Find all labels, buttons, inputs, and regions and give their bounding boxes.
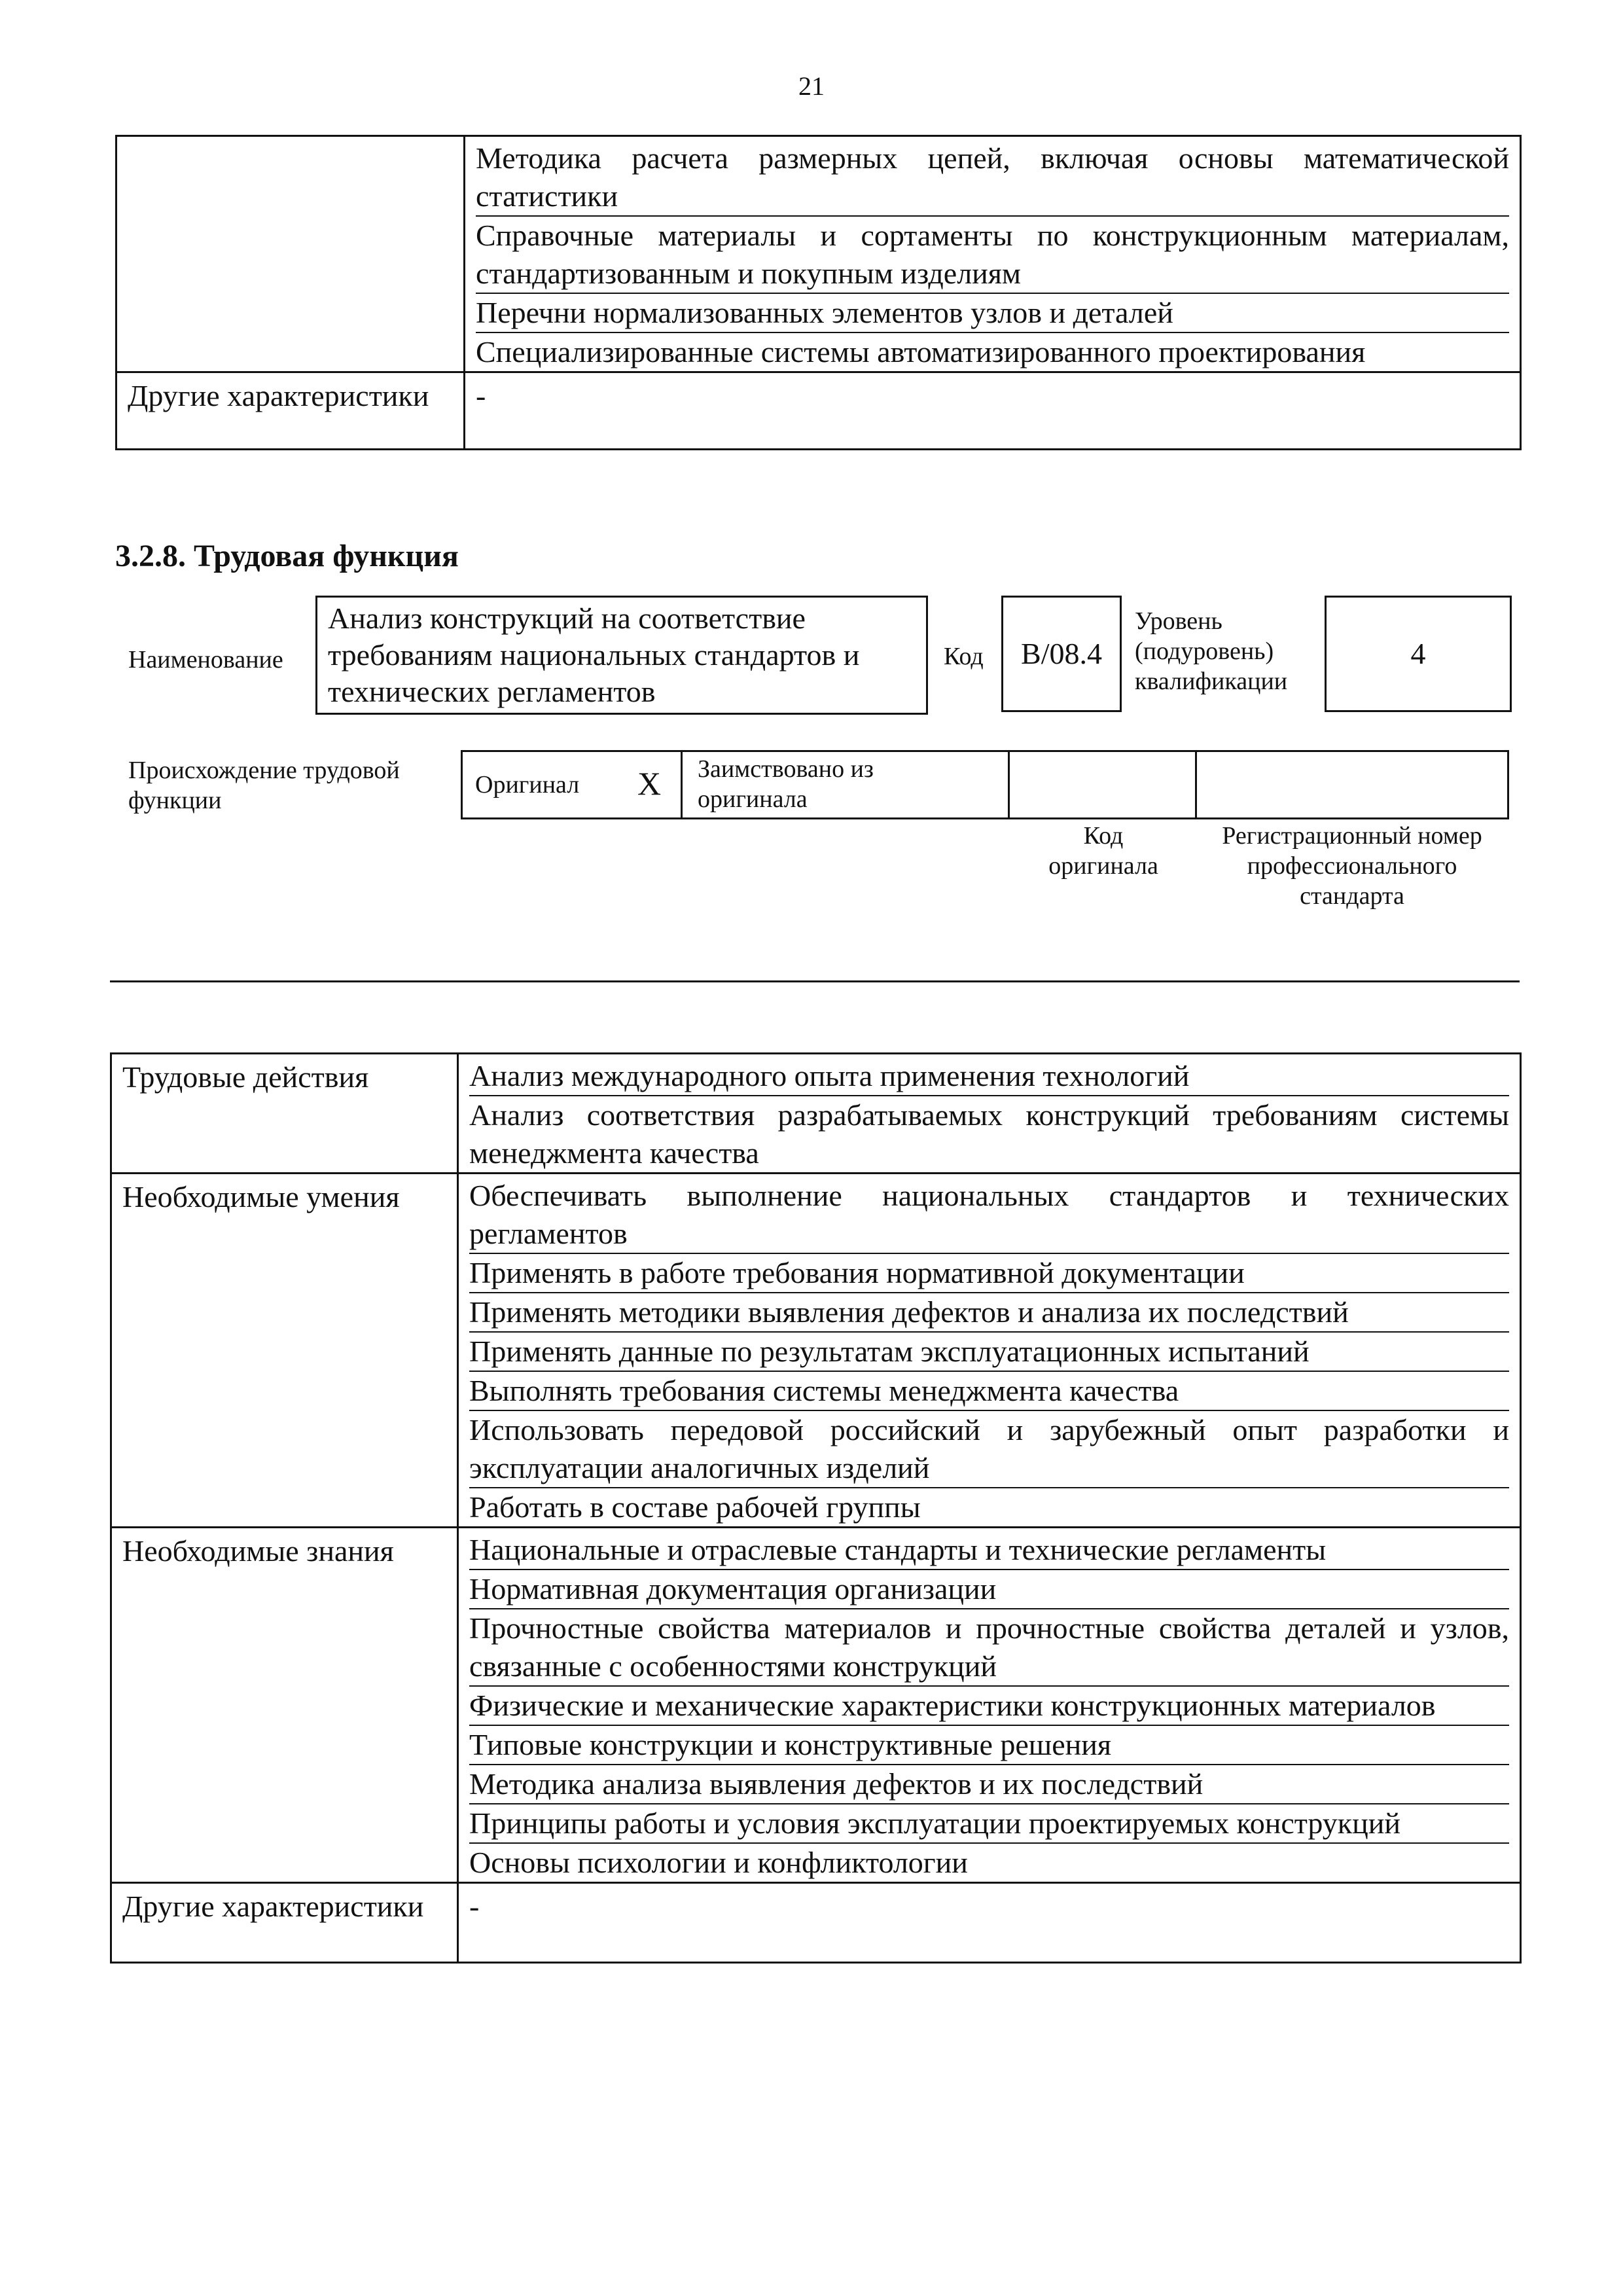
knowledge-row xyxy=(111,1528,1521,1883)
level-box xyxy=(1325,596,1512,712)
skills-row xyxy=(111,1174,1521,1528)
list-item: Физические и механические характеристики конструкционных материалов xyxy=(469,1687,1509,1726)
list-item: Использовать передовой российский и зарубежный опыт разработки и эксплуатации аналогичных изделий xyxy=(469,1411,1509,1488)
original-label: Оригинал xyxy=(475,771,580,798)
function-name: Анализ конструкций на соответствие требованиям национальных стандартов и технических регламентов xyxy=(328,601,860,708)
list-item: Применять методики выявления дефектов и анализа их последствий xyxy=(469,1293,1509,1333)
level-label: Уровень (подуровень) квалификации xyxy=(1135,607,1288,695)
list-item: Применять данные по результатам эксплуатационных испытаний xyxy=(469,1333,1509,1372)
other-value: - xyxy=(476,379,486,412)
origin-divider-2 xyxy=(1008,750,1010,819)
other-row xyxy=(116,372,1521,450)
other-label: Другие характеристики xyxy=(111,1883,458,1963)
list-item: Прочностные свойства материалов и прочностные свойства деталей и узлов, связанные с особенностями конструкций xyxy=(469,1609,1509,1687)
list-item: Выполнять требования системы менеджмента качества xyxy=(469,1372,1509,1411)
list-item: Применять в работе требования нормативной документации xyxy=(469,1254,1509,1293)
skills-label: Необходимые умения xyxy=(111,1174,458,1528)
knowledge-list xyxy=(458,1528,1521,1883)
list-item: Основы психологии и конфликтологии xyxy=(469,1846,968,1879)
list-item: Методика расчета размерных цепей, включая основы математической статистики xyxy=(476,139,1509,217)
list-item: Принципы работы и условия эксплуатации проектируемых конструкций xyxy=(469,1804,1509,1844)
other-label: Другие характеристики xyxy=(116,372,465,450)
code-value: B/08.4 xyxy=(1021,637,1102,670)
list-item: Специализированные системы автоматизированного проектирования xyxy=(476,335,1366,368)
origin-strip xyxy=(461,750,1509,819)
other-value: - xyxy=(469,1890,480,1923)
other-row xyxy=(111,1883,1521,1963)
code-box xyxy=(1001,596,1122,712)
level-value: 4 xyxy=(1410,637,1426,670)
actions-row xyxy=(111,1054,1521,1174)
list-item: Перечни нормализованных элементов узлов и деталей xyxy=(476,294,1509,333)
actions-list xyxy=(458,1054,1521,1174)
other-value-cell xyxy=(465,372,1521,450)
list-item: Анализ соответствия разрабатываемых конструкций требованиям системы менеджмента качества xyxy=(469,1098,1509,1170)
list-item: Нормативная документация организации xyxy=(469,1570,1509,1609)
knowledge-label: Необходимые знания xyxy=(111,1528,458,1883)
list-item: Справочные материалы и сортаменты по конструкционным материалам, стандартизованным и покупным изделиям xyxy=(476,217,1509,294)
code-original-caption: Код оригинала xyxy=(1048,822,1158,880)
name-label: Наименование xyxy=(128,646,283,673)
list-item: Обеспечивать выполнение национальных стандартов и технических регламентов xyxy=(469,1177,1509,1254)
main-table xyxy=(110,1052,1522,1964)
origin-divider-1 xyxy=(681,750,683,819)
list-item: Работать в составе рабочей группы xyxy=(469,1490,921,1524)
skills-list xyxy=(458,1174,1521,1528)
knowledge-row xyxy=(116,136,1521,372)
list-item: Методика анализа выявления дефектов и их последствий xyxy=(469,1765,1509,1804)
knowledge-list xyxy=(465,136,1521,372)
borrowed-label: Заимствовано из оригинала xyxy=(698,755,874,813)
actions-label: Трудовые действия xyxy=(111,1054,458,1174)
separator-line xyxy=(110,980,1520,982)
empty-label-cell xyxy=(116,136,465,372)
list-item: Типовые конструкции и конструктивные решения xyxy=(469,1726,1509,1765)
page-number: 21 xyxy=(798,71,825,101)
list-item: Анализ международного опыта применения технологий xyxy=(469,1057,1509,1096)
function-name-box xyxy=(315,596,928,715)
code-label: Код xyxy=(944,643,984,670)
other-value-cell xyxy=(458,1883,1521,1963)
origin-label: Происхождение трудовой функции xyxy=(128,757,400,814)
original-mark: X xyxy=(637,765,662,802)
reg-number-caption: Регистрационный номер профессионального стандарта xyxy=(1222,822,1482,910)
section-title: 3.2.8. Трудовая функция xyxy=(115,539,459,573)
origin-divider-3 xyxy=(1195,750,1197,819)
list-item: Национальные и отраслевые стандарты и технические регламенты xyxy=(469,1531,1509,1570)
top-table xyxy=(115,135,1522,450)
